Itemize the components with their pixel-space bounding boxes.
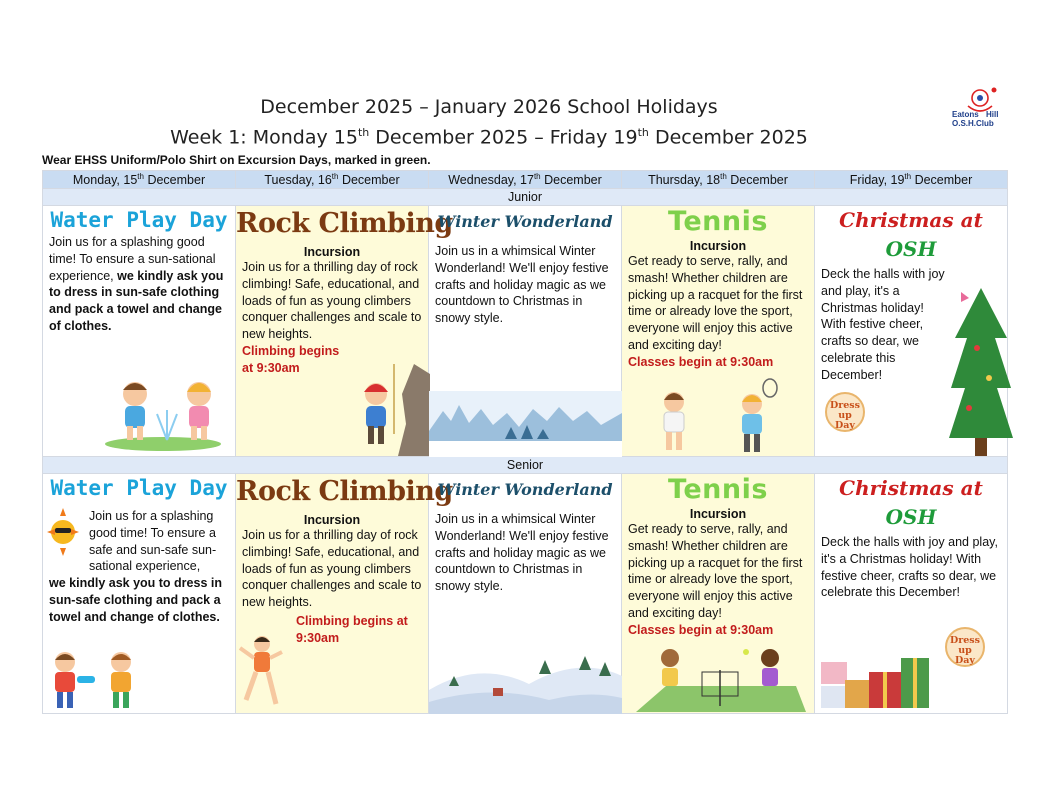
senior-monday-cell	[43, 474, 236, 714]
dress-up-day-badge: Dress up Day	[945, 627, 985, 667]
tennis-incursion-label: Incursion	[689, 507, 747, 521]
dress-up-day-badge: Dress up Day	[825, 392, 865, 432]
rock-climbing-time: Climbing begins at 9:30am	[242, 343, 340, 375]
gift-boxes-illustration	[817, 646, 935, 710]
day-header-tuesday: Tuesday, 16th December	[236, 171, 429, 189]
senior-label: Senior	[43, 457, 1008, 474]
day-header-row	[43, 171, 1008, 189]
snowy-village-illustration	[429, 650, 622, 714]
climber-illustration	[354, 364, 430, 456]
rock-climbing-title: Rock Climbing	[236, 208, 453, 239]
tennis-time: Classes begin at 9:30am	[628, 354, 774, 369]
uniform-notice: Wear EHSS Uniform/Polo Shirt on Excursion Days, marked in green.	[42, 153, 431, 167]
tennis-kids-illustration	[652, 382, 792, 456]
christmas-title: Christmas at OSH	[839, 208, 983, 261]
junior-section-row	[43, 189, 1008, 206]
junior-label: Junior	[43, 189, 1008, 206]
junior-monday-cell	[43, 206, 236, 457]
day-header-thursday: Thursday, 18th December	[622, 171, 815, 189]
tennis-incursion-label: Incursion	[689, 239, 747, 253]
rock-climbing-title: Rock Climbing	[236, 476, 453, 507]
christmas-tree-illustration	[947, 288, 1008, 456]
senior-friday-cell	[815, 474, 1008, 714]
tennis-time: Classes begin at 9:30am	[628, 622, 774, 637]
water-play-description: Join us for a splashing good time! To ensure a safe and sun-safe sun-sational experience, we kindly ask you to dress in sun-safe clothing and pack a towel and change of clothes.	[49, 509, 222, 624]
senior-tuesday-cell	[236, 474, 453, 714]
rock-climbing-time: Climbing begins at 9:30am	[296, 613, 408, 645]
kids-water-gun-illustration	[47, 648, 147, 712]
page-title: December 2025 – January 2026 School Holidays	[260, 96, 718, 118]
junior-wednesday-cell	[429, 206, 622, 457]
tennis-description: Get ready to serve, rally, and smash! Whether children are picking up a racquet for the first time or already love the sport, everyone will enjoy this active and exciting day!	[628, 522, 803, 620]
senior-thursday-cell	[622, 474, 815, 714]
junior-friday-cell	[815, 206, 1008, 457]
junior-tuesday-cell	[236, 206, 453, 457]
climber-girl-illustration	[236, 634, 286, 714]
day-header-wednesday: Wednesday, 17th December	[429, 171, 622, 189]
rock-climbing-description: Join us for a thrilling day of rock climbing! Safe, educational, and loads of fun as young climbers conquer challenges and scale to new heights.	[242, 528, 422, 610]
tennis-title: Tennis	[668, 206, 768, 237]
tennis-court-illustration	[636, 646, 806, 714]
water-play-title: Water Play Day	[50, 208, 228, 232]
christmas-title: Christmas at OSH	[839, 476, 983, 529]
winter-wonderland-description: Join us in a whimsical Winter Wonderland! We'll enjoy festive crafts and holiday magic as we countdown to Christmas in snowy style.	[435, 512, 609, 594]
schedule-table	[42, 170, 1008, 714]
junior-activities-row	[43, 206, 1008, 457]
tennis-title: Tennis	[668, 474, 768, 505]
winter-wonderland-title: Winter Wonderland	[437, 480, 613, 499]
tennis-description: Get ready to serve, rally, and smash! Whether children are picking up a racquet for the first time or already love the sport, everyone will enjoy this active and exciting day!	[628, 254, 803, 352]
christmas-description: Deck the halls with joy and play, it's a Christmas holiday! With festive cheer, crafts so dear, we celebrate this December!	[821, 267, 945, 382]
senior-section-row	[43, 457, 1008, 474]
senior-activities-row	[43, 474, 1008, 714]
winter-wonderland-title: Winter Wonderland	[437, 212, 613, 231]
winter-wonderland-description: Join us in a whimsical Winter Wonderland! We'll enjoy festive crafts and holiday magic as we countdown to Christmas in snowy style.	[435, 244, 609, 326]
water-play-title: Water Play Day	[50, 476, 228, 500]
junior-thursday-cell	[622, 206, 815, 457]
rock-incursion-label: Incursion	[303, 513, 361, 527]
snowy-forest-illustration	[429, 391, 622, 457]
day-header-friday: Friday, 19th December	[815, 171, 1008, 189]
osh-club-logo: Eatons Hill O.S.H.Club	[946, 86, 1016, 130]
kids-sprinkler-illustration	[103, 374, 223, 454]
rock-incursion-label: Incursion	[303, 245, 361, 259]
water-play-description: Join us for a splashing good time! To ensure a sun-sational experience, we kindly ask you to dress in sun-safe clothing and pack a towel and change of clothes.	[49, 235, 224, 333]
christmas-description: Deck the halls with joy and play, it's a Christmas holiday! With festive cheer, crafts so dear, we celebrate this December!	[821, 535, 998, 600]
sun-icon	[45, 504, 81, 560]
senior-wednesday-cell	[429, 474, 622, 714]
week-subtitle: Week 1: Monday 15th December 2025 – Friday 19th December 2025	[170, 126, 808, 149]
day-header-monday: Monday, 15th December	[43, 171, 236, 189]
rock-climbing-description: Join us for a thrilling day of rock climbing! Safe, educational, and loads of fun as young climbers conquer challenges and scale to new heights.	[242, 260, 422, 342]
